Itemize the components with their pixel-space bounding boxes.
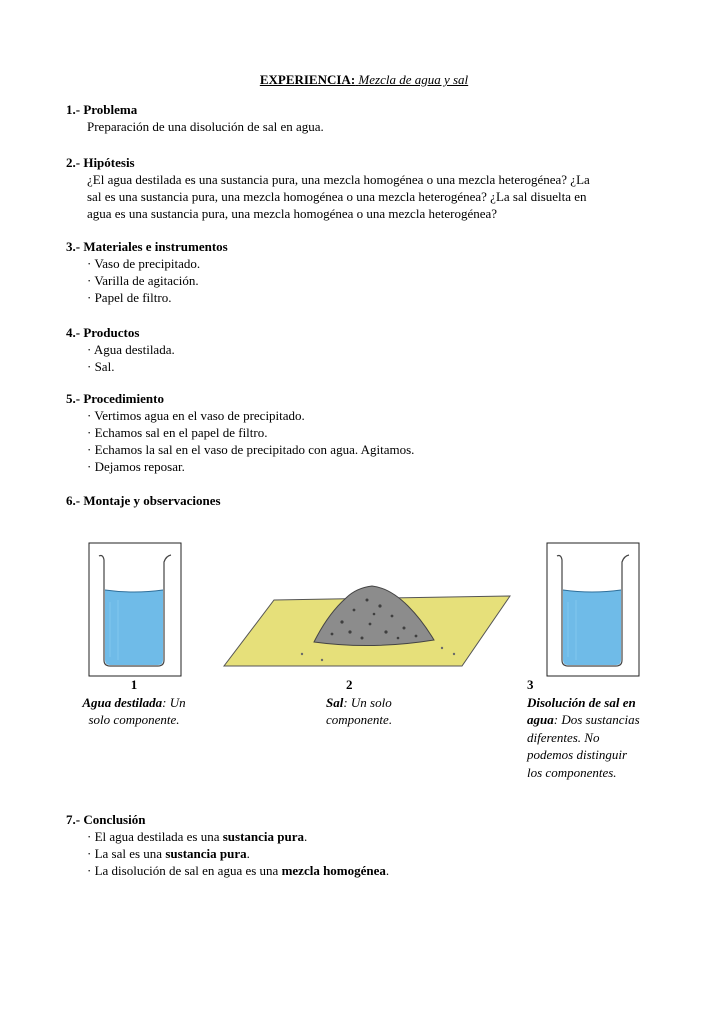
caption-text: diferentes. No [527, 729, 600, 745]
conclusion-text: . [385, 863, 390, 878]
title-prefix: EXPERIENCIA: [259, 72, 356, 87]
conclusion-item [66, 828, 666, 845]
caption-bold: agua [527, 712, 554, 727]
list-item: · Echamos sal en el papel de filtro. [87, 425, 268, 440]
conclusion-text: . [304, 829, 308, 844]
section-heading: 4.- Productos [66, 325, 140, 340]
conclusion-text: · La sal es una [87, 846, 166, 861]
caption-bold: Disolución de sal en [527, 694, 636, 710]
caption-text: podemos distinguir [527, 747, 628, 762]
conclusion-item [66, 845, 666, 862]
section-productos [66, 324, 666, 375]
hypothesis-line: sal es una sustancia pura, una mezcla homogénea o una mezcla heterogénea? ¿La sal disuelta en [87, 189, 587, 204]
section-problema [66, 101, 666, 135]
hypothesis-line: agua es una sustancia pura, una mezcla homogénea o una mezcla heterogénea? [87, 206, 498, 221]
conclusion-bold: sustancia pura [165, 846, 247, 861]
caption-number: 3 [527, 677, 534, 692]
document-title [0, 72, 728, 88]
list-item: · Papel de filtro. [87, 290, 172, 305]
caption-text: . [613, 764, 617, 780]
section-conclusion [66, 811, 666, 879]
title-subject: Mezcla de agua y sal [358, 72, 469, 87]
conclusion-text: · El agua destilada es una [87, 829, 223, 844]
caption-1 [64, 676, 204, 729]
beaker-water-illustration [88, 542, 182, 677]
section-text: Preparación de una disolución de sal en agua. [87, 119, 324, 134]
caption-text: : Un solo [343, 694, 392, 710]
list-item: · Dejamos reposar. [87, 459, 185, 474]
list-item: · Agua destilada. [87, 342, 175, 357]
conclusion-text: · La disolución de sal en agua es una [87, 863, 282, 878]
list-item: · Varilla de agitación. [87, 273, 199, 288]
caption-number: 2 [346, 677, 353, 692]
caption-text: componente [326, 712, 389, 727]
caption-bold: Agua destilada [82, 694, 163, 710]
caption-text: : Dos sustancias [553, 712, 640, 727]
section-heading: 7.- Conclusión [66, 812, 146, 827]
section-heading: 6.- Montaje y observaciones [66, 493, 221, 508]
caption-text: . [388, 712, 393, 727]
caption-bold: Sal [326, 694, 344, 710]
caption-3 [527, 676, 667, 781]
section-heading: 3.- Materiales e instrumentos [66, 239, 228, 254]
list-item: · Sal. [87, 359, 115, 374]
list-item: · Vertimos agua en el vaso de precipitado. [87, 408, 305, 423]
caption-number: 1 [130, 677, 138, 692]
conclusion-item [66, 862, 666, 879]
hypothesis-line: ¿El agua destilada es una sustancia pura, una mezcla homogénea o una mezcla heterogénea? ¿La [87, 172, 590, 187]
section-heading: 1.- Problema [66, 102, 138, 117]
salt-on-filter-paper-illustration [222, 562, 512, 672]
conclusion-text: . [246, 846, 250, 861]
caption-text: : Un [162, 694, 186, 710]
caption-2 [326, 676, 446, 729]
conclusion-bold: sustancia pura [222, 829, 305, 844]
caption-text: . [176, 712, 180, 727]
section-heading: 2.- Hipótesis [66, 155, 135, 170]
list-item: · Echamos la sal en el vaso de precipitado con agua. Agitamos. [87, 442, 415, 457]
conclusion-bold: mezcla homogénea [281, 863, 386, 878]
list-item: · Vaso de precipitado. [87, 256, 201, 271]
caption-text: los componentes [527, 764, 614, 780]
section-procedimiento [66, 390, 666, 475]
section-materiales [66, 238, 666, 306]
section-heading: 5.- Procedimiento [66, 391, 164, 406]
beaker-salt-solution-illustration [546, 542, 640, 677]
section-montaje [66, 492, 666, 509]
section-hipotesis [66, 154, 666, 222]
caption-text: solo componente [88, 712, 177, 727]
